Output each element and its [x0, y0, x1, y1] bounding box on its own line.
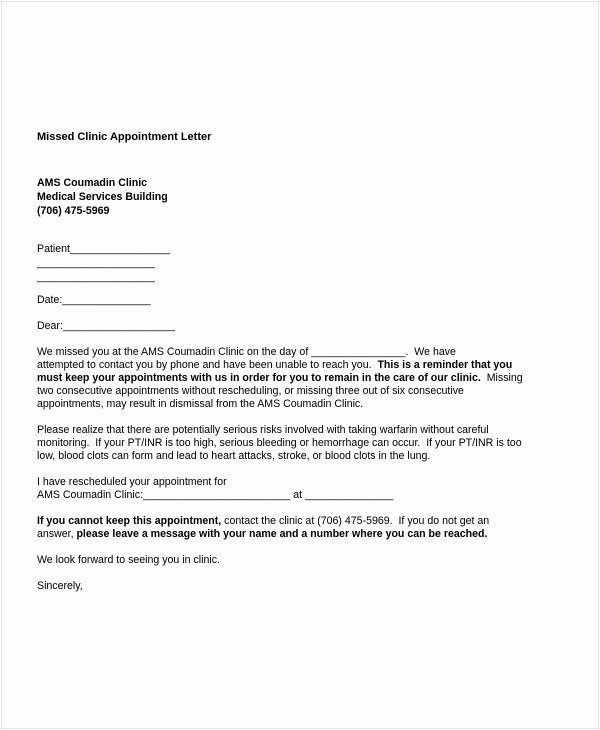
- paragraph-2-line-3: low, blood clots can form and lead to heart attacks, stroke, or blood clots in the lung.: [37, 450, 431, 462]
- patient-field-line-2: ____________________: [37, 257, 155, 269]
- dear-field: Dear:___________________: [37, 320, 175, 332]
- paragraph-1-line-1: We missed you at the AMS Coumadin Clinic on the day of ________________. We have: [37, 346, 456, 358]
- reschedule-line-1: I have rescheduled your appointment for: [37, 476, 227, 488]
- reminder-emphasis-continued: must keep your appointments with us in order for you to remain in the care of our clinic.: [37, 372, 481, 384]
- paragraph-2-line-1: Please realize that there are potentially serious risks involved with taking warfarin without careful: [37, 424, 489, 436]
- paragraph-2-line-2: monitoring. If your PT/INR is too high, serious bleeding or hemorrhage can occur. If your PT/INR is too: [37, 437, 522, 449]
- paragraph-1-line-2: [37, 359, 512, 372]
- paragraph-1-line-3: [37, 372, 523, 385]
- clinic-phone: (706) 475-5969: [37, 205, 110, 217]
- date-field: Date:_______________: [37, 294, 151, 306]
- paragraph-1-line-5: appointments, may result in dismissal from the AMS Coumadin Clinic.: [37, 398, 364, 410]
- reminder-emphasis: This is a reminder that you: [377, 359, 513, 371]
- reschedule-line-2: AMS Coumadin Clinic:_________________________ at _______________: [37, 489, 394, 501]
- paragraph-1-line-4: two consecutive appointments without rescheduling, or missing three out of six consecutive: [37, 385, 464, 397]
- letter-title: Missed Clinic Appointment Letter: [37, 131, 212, 143]
- paragraph-1-line-2-text: attempted to contact you by phone and have been unable to reach you.: [37, 359, 378, 371]
- leave-message-emphasis: please leave a message with your name and a number where you can be reached.: [76, 528, 488, 540]
- patient-field-line-3: ____________________: [37, 271, 155, 283]
- contact-line-2: [37, 528, 487, 541]
- patient-field: Patient_________________: [37, 243, 171, 255]
- contact-line-1: [37, 515, 489, 528]
- closing-line: We look forward to seeing you in clinic.: [37, 554, 220, 566]
- paragraph-1-line-3-text: Missing: [480, 372, 523, 384]
- cannot-keep-emphasis: If you cannot keep this appointment,: [37, 515, 222, 527]
- clinic-name: AMS Coumadin Clinic: [37, 177, 148, 189]
- signoff: Sincerely,: [37, 580, 83, 592]
- contact-line-2-text: answer,: [37, 528, 77, 540]
- clinic-building: Medical Services Building: [37, 191, 168, 203]
- contact-line-1-text: contact the clinic at (706) 475-5969. If you do not get an: [221, 515, 490, 527]
